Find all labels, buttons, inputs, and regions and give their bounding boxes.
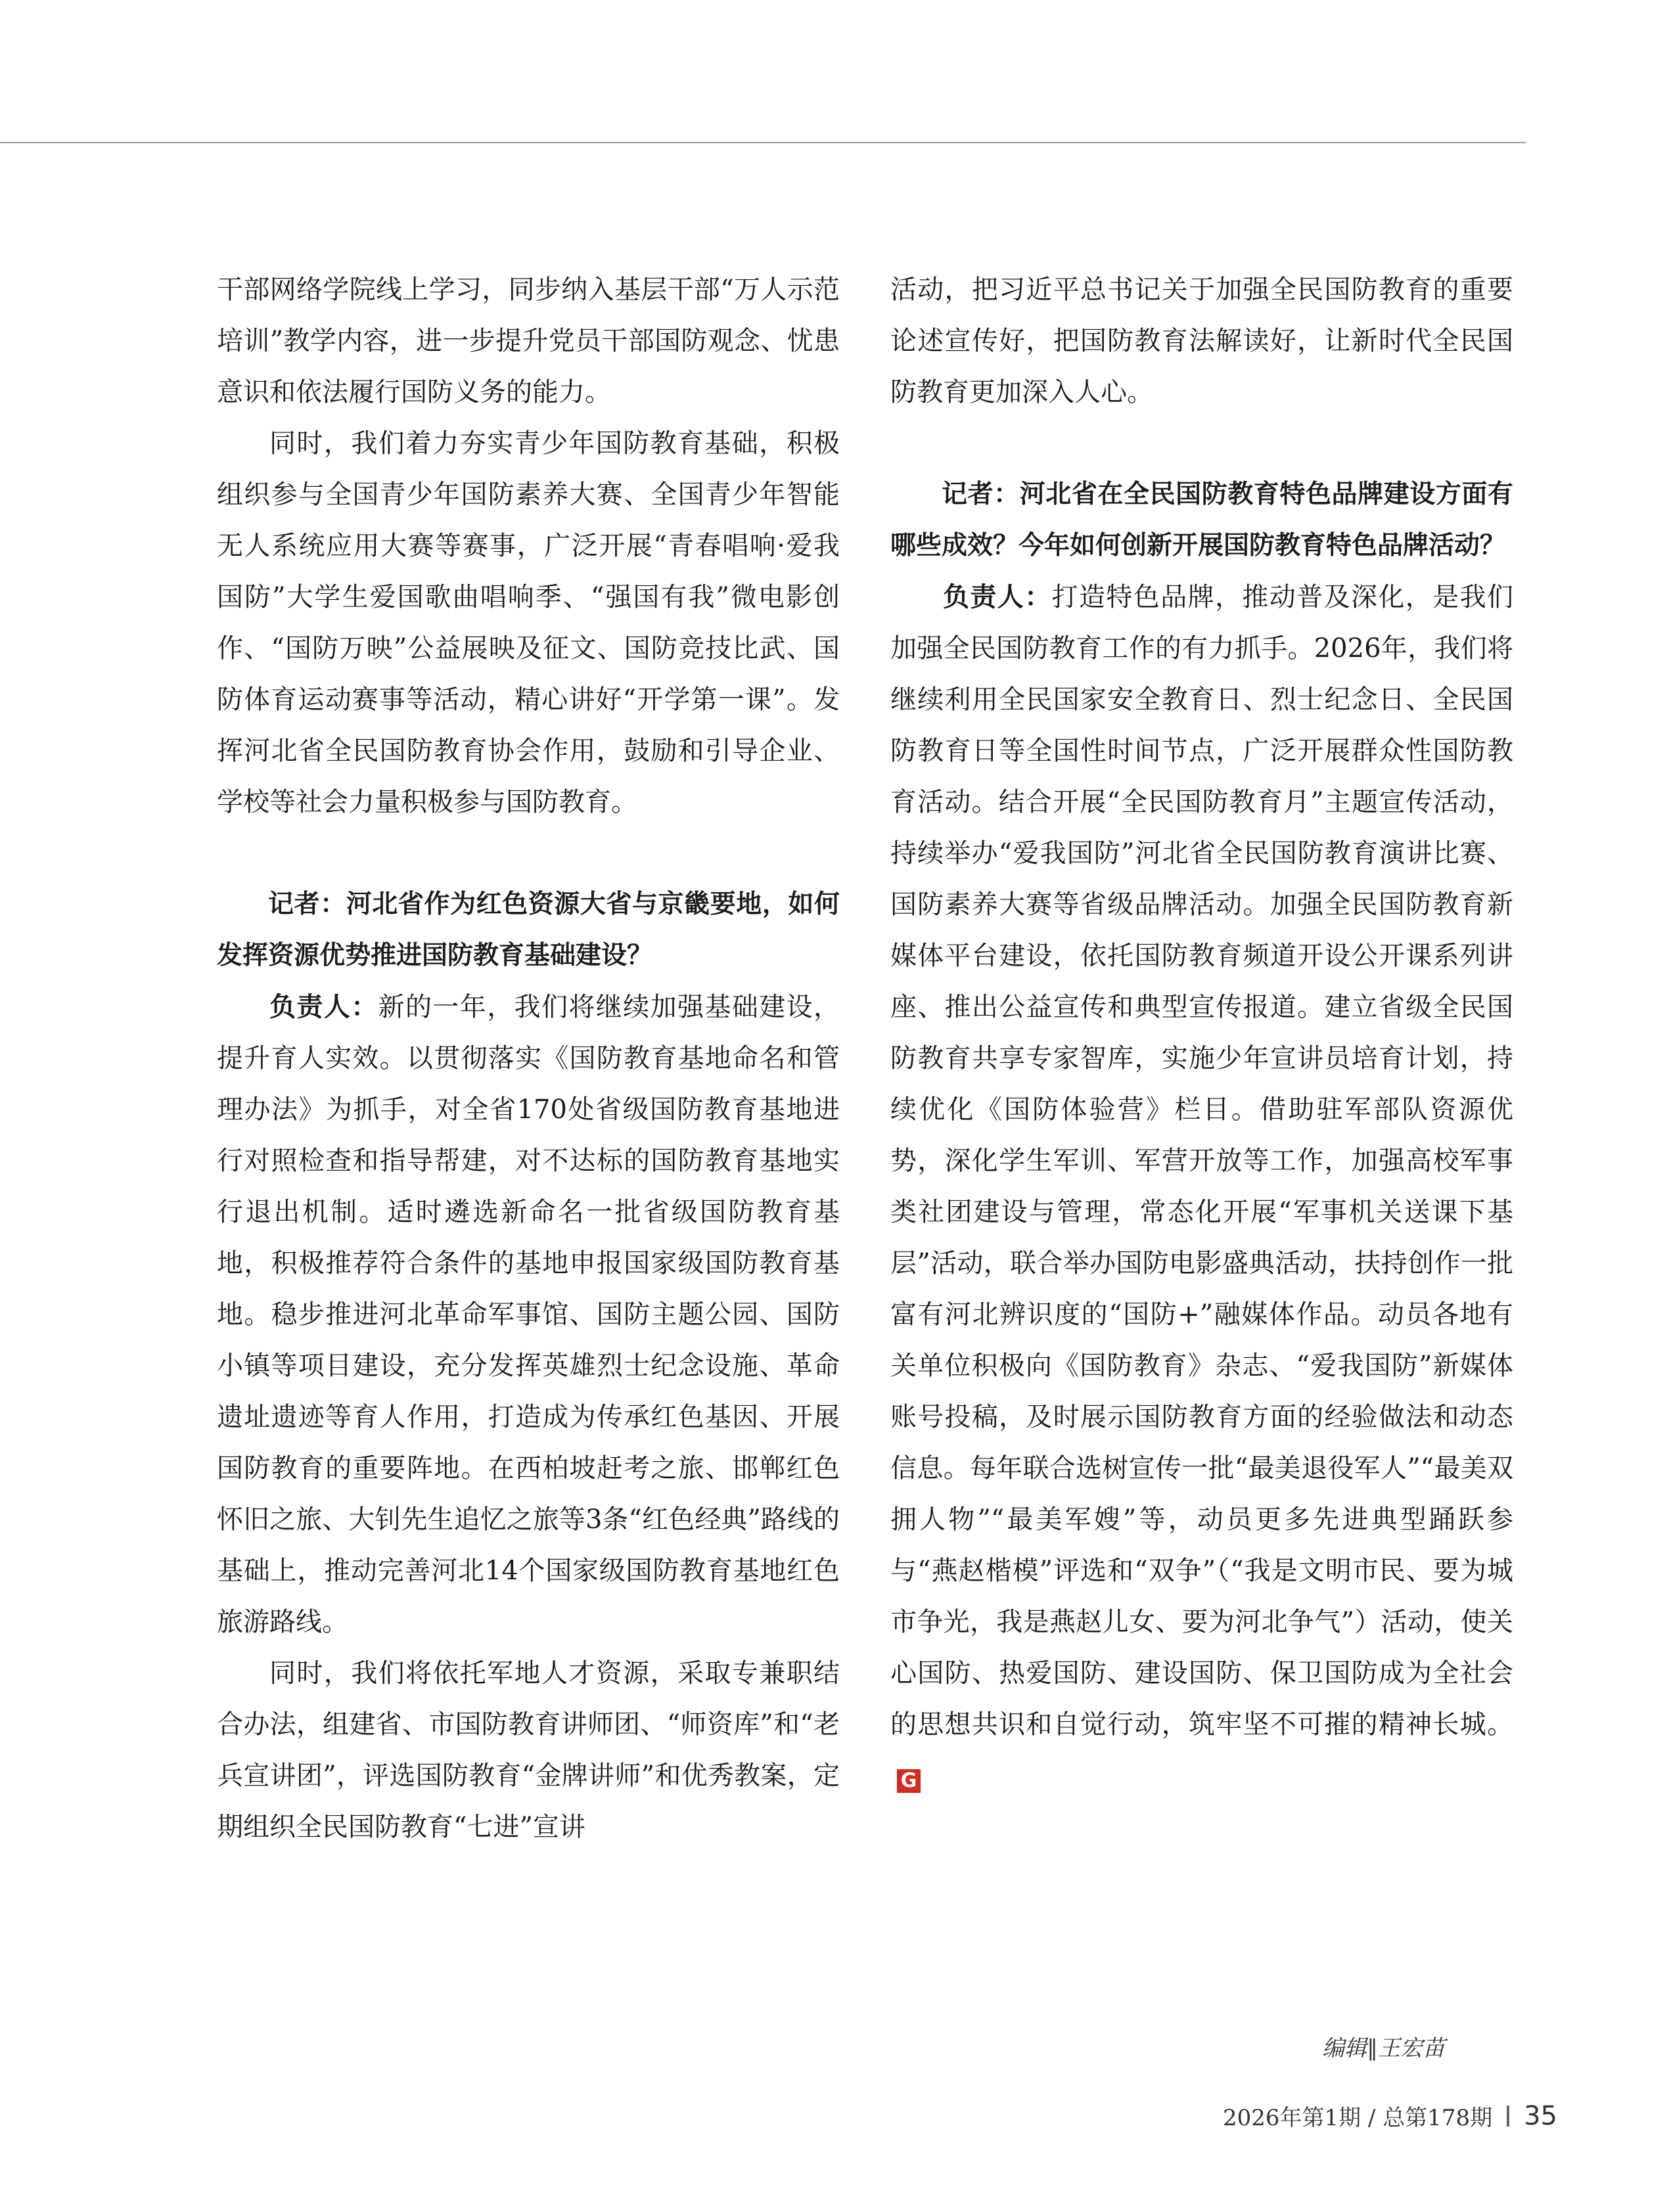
answer-brand-activities xyxy=(890,572,1513,1801)
question-red-resources: 记者：河北省作为红色资源大省与京畿要地，如何发挥资源优势推进国防教育基础建设？ xyxy=(217,890,840,970)
article-end-icon: G xyxy=(897,1769,921,1793)
paragraph-lecturers: 同时，我们将依托军地人才资源，采取专兼职结合办法，组建省、市国防教育讲师团、“师资库”和“老兵宣讲团”，评选国防教育“金牌讲师”和优秀教案，定期组织全民国防教育“七进”宣讲 xyxy=(217,1658,840,1842)
answer-text: 新的一年，我们将继续加强基础建设，提升育人实效。以贯彻落实《国防教育基地命名和管理办法》为抓手，对全省170处省级国防教育基地进行对照检查和指导帮建，对不达标的国防教育基地实行退出机制。适时遴选新命名一批省级国防教育基地，积极推荐符合条件的基地申报国家级国防教育基地。稳步推进河北革命军事馆、国防主题公园、国防小镇等项目建设，充分发挥英雄烈士纪念设施、革命遗址遗迹等育人作用，打造成为传承红色基因、开展国防教育的重要阵地。在西柏坡赶考之旅、邯郸红色怀旧之旅、大钊先生追忆之旅等3条“红色经典”路线的基础上，推动完善河北14个国家级国防教育基地红色旅游路线。 xyxy=(217,992,840,1637)
answer-text: 打造特色品牌，推动普及深化，是我们加强全民国防教育工作的有力抓手。2026年，我们将继续利用全民国家安全教育日、烈士纪念日、全民国防教育日等全国性时间节点，广泛开展群众性国防教育活动。结合开展“全民国防教育月”主题宣传活动，持续举办“爱我国防”河北省全民国防教育演讲比赛、国防素养大赛等省级品牌活动。加强全民国防教育新媒体平台建设，依托国防教育频道开设公开课系列讲座、推出公益宣传和典型宣传报道。建立省级全民国防教育共享专家智库，实施少年宣讲员培育计划，持续优化《国防体验营》栏目。借助驻军部队资源优势，深化学生军训、军营开放等工作，加强高校军事类社团建设与管理，常态化开展“军事机关送课下基层”活动，联合举办国防电影盛典活动，扶持创作一批富有河北辨识度的“国防+”融媒体作品。动员各地有关单位积极向《国防教育》杂志、“爱我国防”新媒体账号投稿，及时展示国防教育方面的经验做法和动态信息。每年联合选树宣传一批“最美退役军人”“最美双拥人物”“最美军嫂”等，动员更多先进典型踊跃参与“燕赵楷模”评选和“双争”（“我是文明市民、要为城市争光，我是燕赵儿女、要为河北争气”）活动，使关心国防、热爱国防、建设国防、保卫国防成为全社会的思想共识和自觉行动，筑牢坚不可摧的精神长城。 xyxy=(890,582,1514,1740)
paragraph-youth-education: 同时，我们着力夯实青少年国防教育基础，积极组织参与全国青少年国防素养大赛、全国青少年智能无人系统应用大赛等赛事，广泛开展“青春唱响·爱我国防”大学生爱国歌曲唱响季、“强国有我”微电影创作、“国防万映”公益展映及征文、国防竞技比武、国防体育运动赛事等活动，精心讲好“开学第一课”。发挥河北省全民国防教育协会作用，鼓励和引导企业、学校等社会力量积极参与国防教育。 xyxy=(217,428,840,817)
right-column xyxy=(890,264,1513,1801)
speaker-label: 负责人： xyxy=(269,992,378,1022)
question-brand-building: 记者：河北省在全民国防教育特色品牌建设方面有哪些成效？今年如何创新开展国防教育特色品牌活动？ xyxy=(890,480,1513,560)
editor-credit: 编辑∥王宏苗 xyxy=(1322,2035,1445,2062)
paragraph-continued-right: 活动，把习近平总书记关于加强全民国防教育的重要论述宣传好，把国防教育法解读好，让新时代全民国防教育更加深入人心。 xyxy=(890,275,1513,407)
page-footer xyxy=(1223,2100,1557,2132)
left-column xyxy=(217,264,840,1853)
paragraph-continued: 干部网络学院线上学习，同步纳入基层干部“万人示范培训”教学内容，进一步提升党员干部国防观念、忧患意识和依法履行国防义务的能力。 xyxy=(217,275,840,407)
speaker-label: 负责人： xyxy=(943,582,1052,612)
footer-divider xyxy=(1507,2106,1509,2127)
header-rule xyxy=(0,142,1526,143)
page-number: 35 xyxy=(1524,2100,1557,2131)
answer-infrastructure xyxy=(217,982,840,1648)
issue-info: 2026年第1期 / 总第178期 xyxy=(1222,2105,1493,2131)
